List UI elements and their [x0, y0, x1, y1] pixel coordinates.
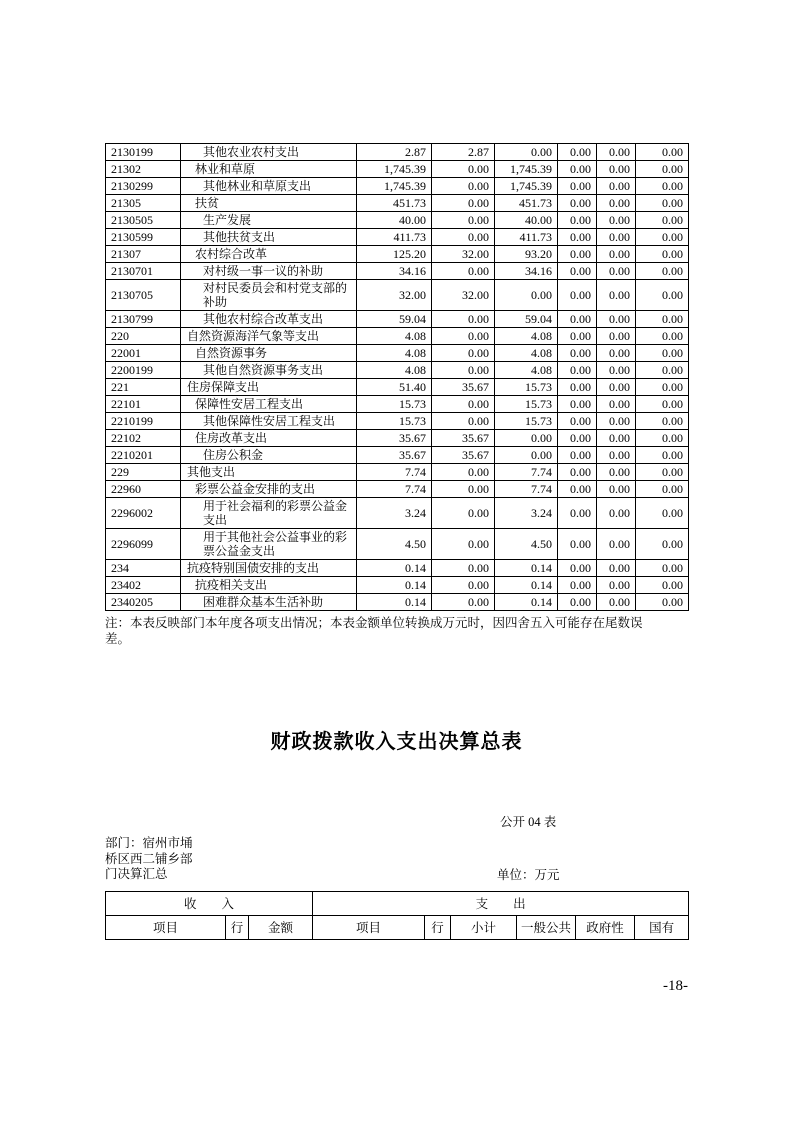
- value-cell: 0.00: [597, 195, 636, 212]
- value-cell: 0.00: [432, 498, 495, 529]
- value-cell: 0.00: [597, 498, 636, 529]
- value-cell: 3.24: [495, 498, 558, 529]
- value-cell: 0.00: [432, 195, 495, 212]
- value-cell: 0.00: [558, 560, 597, 577]
- value-cell: 0.00: [432, 229, 495, 246]
- name-cell: 农村综合改革: [181, 246, 357, 263]
- value-cell: 93.20: [495, 246, 558, 263]
- expenditure-detail-table: [105, 143, 689, 611]
- table-row: [106, 280, 689, 311]
- value-cell: 0.00: [558, 447, 597, 464]
- value-cell: 0.00: [495, 447, 558, 464]
- value-cell: 0.00: [597, 328, 636, 345]
- column-header: 项目: [106, 915, 226, 939]
- table-row: [106, 396, 689, 413]
- value-cell: 0.00: [558, 345, 597, 362]
- table-row: [106, 594, 689, 611]
- value-cell: 0.00: [636, 396, 689, 413]
- value-cell: 0.00: [558, 362, 597, 379]
- value-cell: 0.00: [597, 144, 636, 161]
- value-cell: 0.00: [636, 464, 689, 481]
- value-cell: 0.00: [597, 529, 636, 560]
- code-cell: 23402: [106, 577, 181, 594]
- table-row: [106, 362, 689, 379]
- value-cell: 0.00: [558, 246, 597, 263]
- table-row: [106, 263, 689, 280]
- value-cell: 0.00: [636, 328, 689, 345]
- value-cell: 0.00: [558, 178, 597, 195]
- value-cell: 0.00: [636, 345, 689, 362]
- value-cell: 35.67: [357, 447, 432, 464]
- value-cell: 35.67: [357, 430, 432, 447]
- value-cell: 59.04: [357, 311, 432, 328]
- table-row: [106, 430, 689, 447]
- value-cell: 0.00: [558, 161, 597, 178]
- code-cell: 221: [106, 379, 181, 396]
- value-cell: 0.00: [432, 396, 495, 413]
- value-cell: 0.00: [636, 229, 689, 246]
- value-cell: 15.73: [357, 413, 432, 430]
- value-cell: 0.00: [558, 212, 597, 229]
- name-cell: 其他林业和草原支出: [181, 178, 357, 195]
- value-cell: 0.00: [636, 246, 689, 263]
- value-cell: 0.00: [636, 178, 689, 195]
- value-cell: 0.00: [597, 481, 636, 498]
- value-cell: 0.00: [432, 577, 495, 594]
- value-cell: 7.74: [495, 481, 558, 498]
- code-cell: 2130599: [106, 229, 181, 246]
- value-cell: 15.73: [495, 379, 558, 396]
- value-cell: 0.00: [597, 229, 636, 246]
- table-row: [106, 481, 689, 498]
- value-cell: 0.00: [597, 246, 636, 263]
- table-row: [106, 413, 689, 430]
- table-row: [106, 345, 689, 362]
- value-cell: 0.00: [636, 413, 689, 430]
- value-cell: 0.00: [597, 430, 636, 447]
- value-cell: 0.00: [597, 280, 636, 311]
- page-title: 财政拨款收入支出决算总表: [270, 731, 523, 753]
- table-row: [106, 178, 689, 195]
- value-cell: 0.00: [636, 577, 689, 594]
- name-cell: 其他农业农村支出: [181, 144, 357, 161]
- value-cell: 0.00: [636, 560, 689, 577]
- table-row: [106, 447, 689, 464]
- value-cell: 0.00: [636, 362, 689, 379]
- value-cell: 2.87: [357, 144, 432, 161]
- value-cell: 0.00: [636, 263, 689, 280]
- value-cell: 40.00: [357, 212, 432, 229]
- value-cell: 0.00: [558, 498, 597, 529]
- value-cell: 0.00: [558, 379, 597, 396]
- value-cell: 0.00: [636, 144, 689, 161]
- table-row: [106, 379, 689, 396]
- code-cell: 2130505: [106, 212, 181, 229]
- value-cell: 40.00: [495, 212, 558, 229]
- value-cell: 0.00: [597, 345, 636, 362]
- value-cell: 4.08: [357, 345, 432, 362]
- value-cell: 15.73: [495, 396, 558, 413]
- value-cell: 451.73: [357, 195, 432, 212]
- value-cell: 0.00: [558, 280, 597, 311]
- value-cell: 0.00: [432, 345, 495, 362]
- table-row: [106, 195, 689, 212]
- value-cell: 1,745.39: [357, 161, 432, 178]
- value-cell: 0.14: [357, 594, 432, 611]
- name-cell: 自然资源海洋气象等支出: [181, 328, 357, 345]
- value-cell: 59.04: [495, 311, 558, 328]
- value-cell: 0.00: [432, 594, 495, 611]
- name-cell: 困难群众基本生活补助: [181, 594, 357, 611]
- value-cell: 4.50: [357, 529, 432, 560]
- code-cell: 2296002: [106, 498, 181, 529]
- summary-table-header: [105, 891, 689, 940]
- code-cell: 234: [106, 560, 181, 577]
- name-cell: 其他农村综合改革支出: [181, 311, 357, 328]
- value-cell: 0.00: [636, 195, 689, 212]
- code-cell: 2130701: [106, 263, 181, 280]
- code-cell: 220: [106, 328, 181, 345]
- value-cell: 0.00: [432, 529, 495, 560]
- column-header: 小计: [451, 915, 517, 939]
- value-cell: 0.00: [432, 413, 495, 430]
- code-cell: 22001: [106, 345, 181, 362]
- value-cell: 0.00: [597, 594, 636, 611]
- value-cell: 15.73: [495, 413, 558, 430]
- value-cell: 0.00: [597, 161, 636, 178]
- value-cell: 411.73: [495, 229, 558, 246]
- value-cell: 0.00: [558, 430, 597, 447]
- value-cell: 0.00: [636, 498, 689, 529]
- value-cell: 0.00: [597, 447, 636, 464]
- note-line: 注：本表反映部门本年度各项支出情况；本表金额单位转换成万元时，因四舍五入可能存在尾数误: [105, 616, 643, 630]
- name-cell: 用于社会福利的彩票公益金支出: [181, 498, 357, 529]
- name-cell: 用于其他社会公益事业的彩票公益金支出: [181, 529, 357, 560]
- value-cell: 0.00: [558, 328, 597, 345]
- table-row: [106, 212, 689, 229]
- value-cell: 0.00: [558, 229, 597, 246]
- value-cell: 0.00: [432, 161, 495, 178]
- value-cell: 34.16: [357, 263, 432, 280]
- value-cell: 0.00: [597, 560, 636, 577]
- code-cell: 21307: [106, 246, 181, 263]
- value-cell: 0.00: [558, 144, 597, 161]
- name-cell: 其他保障性安居工程支出: [181, 413, 357, 430]
- value-cell: 0.00: [597, 362, 636, 379]
- value-cell: 0.14: [357, 577, 432, 594]
- value-cell: 0.00: [432, 263, 495, 280]
- value-cell: 35.67: [432, 379, 495, 396]
- code-cell: 21302: [106, 161, 181, 178]
- name-cell: 扶贫: [181, 195, 357, 212]
- table-row: [106, 498, 689, 529]
- value-cell: 0.00: [558, 263, 597, 280]
- code-cell: 2340205: [106, 594, 181, 611]
- table-code-label: 公开 04 表: [500, 815, 557, 829]
- name-cell: 抗疫特别国债安排的支出: [181, 560, 357, 577]
- code-cell: 2210201: [106, 447, 181, 464]
- value-cell: 4.08: [357, 362, 432, 379]
- value-cell: 125.20: [357, 246, 432, 263]
- column-header: 政府性: [576, 915, 635, 939]
- table-row: [106, 229, 689, 246]
- department-line: 门决算汇总: [105, 867, 168, 881]
- value-cell: 1,745.39: [495, 178, 558, 195]
- column-header: 项目: [313, 915, 425, 939]
- value-cell: 4.08: [357, 328, 432, 345]
- table-note: [105, 615, 688, 647]
- department-line: 桥区西二铺乡部: [105, 851, 193, 866]
- department-unit-row: [105, 836, 688, 883]
- name-cell: 住房改革支出: [181, 430, 357, 447]
- income-header-cell: 收 入: [106, 891, 313, 915]
- expenditure-header-cell: 支 出: [313, 891, 689, 915]
- column-header: 金额: [249, 915, 313, 939]
- value-cell: 0.00: [636, 212, 689, 229]
- table-subheader-row: [106, 915, 689, 939]
- table-row: [106, 529, 689, 560]
- value-cell: 3.24: [357, 498, 432, 529]
- value-cell: 0.00: [636, 280, 689, 311]
- table-row: [106, 464, 689, 481]
- value-cell: 0.00: [432, 178, 495, 195]
- name-cell: 生产发展: [181, 212, 357, 229]
- value-cell: 0.00: [597, 263, 636, 280]
- value-cell: 0.00: [597, 178, 636, 195]
- value-cell: 0.00: [558, 195, 597, 212]
- value-cell: 32.00: [432, 246, 495, 263]
- name-cell: 其他自然资源事务支出: [181, 362, 357, 379]
- value-cell: 0.00: [636, 529, 689, 560]
- value-cell: 32.00: [432, 280, 495, 311]
- value-cell: 15.73: [357, 396, 432, 413]
- value-cell: 0.14: [495, 560, 558, 577]
- code-cell: 21305: [106, 195, 181, 212]
- value-cell: 7.74: [357, 464, 432, 481]
- department-line: 部门：宿州市埇: [105, 836, 193, 850]
- value-cell: 0.00: [495, 280, 558, 311]
- column-header: 国有: [635, 915, 689, 939]
- value-cell: 0.00: [558, 413, 597, 430]
- value-cell: 0.00: [597, 577, 636, 594]
- table-row: [106, 161, 689, 178]
- value-cell: 0.00: [432, 464, 495, 481]
- value-cell: 0.00: [597, 311, 636, 328]
- name-cell: 其他扶贫支出: [181, 229, 357, 246]
- value-cell: 0.00: [558, 464, 597, 481]
- value-cell: 0.00: [495, 430, 558, 447]
- value-cell: 7.74: [495, 464, 558, 481]
- name-cell: 对村民委员会和村党支部的补助: [181, 280, 357, 311]
- value-cell: 0.00: [432, 212, 495, 229]
- value-cell: 0.00: [597, 396, 636, 413]
- name-cell: 对村级一事一议的补助: [181, 263, 357, 280]
- value-cell: 0.00: [636, 594, 689, 611]
- column-header: 行: [226, 915, 249, 939]
- value-cell: 34.16: [495, 263, 558, 280]
- code-cell: 2130705: [106, 280, 181, 311]
- table-row: [106, 577, 689, 594]
- value-cell: 7.74: [357, 481, 432, 498]
- value-cell: 2.87: [432, 144, 495, 161]
- name-cell: 林业和草原: [181, 161, 357, 178]
- value-cell: 0.00: [558, 311, 597, 328]
- name-cell: 住房保障支出: [181, 379, 357, 396]
- value-cell: 1,745.39: [495, 161, 558, 178]
- name-cell: 抗疫相关支出: [181, 577, 357, 594]
- value-cell: 0.00: [558, 396, 597, 413]
- value-cell: 0.00: [558, 594, 597, 611]
- value-cell: 4.50: [495, 529, 558, 560]
- unit-label: 单位：万元: [497, 867, 560, 882]
- value-cell: 0.14: [495, 577, 558, 594]
- value-cell: 4.08: [495, 362, 558, 379]
- code-cell: 2130199: [106, 144, 181, 161]
- code-cell: 22102: [106, 430, 181, 447]
- note-line: 差。: [105, 632, 131, 646]
- value-cell: 0.00: [597, 379, 636, 396]
- value-cell: 0.00: [636, 430, 689, 447]
- value-cell: 0.00: [432, 328, 495, 345]
- value-cell: 0.00: [432, 311, 495, 328]
- value-cell: 0.14: [495, 594, 558, 611]
- code-cell: 2200199: [106, 362, 181, 379]
- name-cell: 其他支出: [181, 464, 357, 481]
- value-cell: 0.00: [597, 212, 636, 229]
- value-cell: 4.08: [495, 345, 558, 362]
- value-cell: 411.73: [357, 229, 432, 246]
- value-cell: 0.00: [597, 464, 636, 481]
- value-cell: 0.00: [495, 144, 558, 161]
- value-cell: 0.00: [432, 481, 495, 498]
- value-cell: 1,745.39: [357, 178, 432, 195]
- value-cell: 0.14: [357, 560, 432, 577]
- table-row: [106, 328, 689, 345]
- name-cell: 自然资源事务: [181, 345, 357, 362]
- column-header: 一般公共: [517, 915, 576, 939]
- value-cell: 0.00: [636, 447, 689, 464]
- name-cell: 保障性安居工程支出: [181, 396, 357, 413]
- value-cell: 0.00: [558, 577, 597, 594]
- page-number: -18-: [663, 977, 688, 994]
- table-row: [106, 560, 689, 577]
- table-row: [106, 144, 689, 161]
- code-cell: 229: [106, 464, 181, 481]
- value-cell: 0.00: [432, 560, 495, 577]
- value-cell: 0.00: [558, 529, 597, 560]
- value-cell: 0.00: [432, 362, 495, 379]
- value-cell: 4.08: [495, 328, 558, 345]
- column-header: 行: [425, 915, 451, 939]
- table-row: [106, 246, 689, 263]
- department-info: [105, 836, 688, 883]
- table-row: [106, 311, 689, 328]
- code-cell: 2130799: [106, 311, 181, 328]
- code-cell: 2210199: [106, 413, 181, 430]
- table-header-row: [106, 891, 689, 915]
- code-cell: 2296099: [106, 529, 181, 560]
- code-cell: 22101: [106, 396, 181, 413]
- code-cell: 2130299: [106, 178, 181, 195]
- value-cell: 451.73: [495, 195, 558, 212]
- value-cell: 0.00: [636, 379, 689, 396]
- value-cell: 35.67: [432, 447, 495, 464]
- value-cell: 0.00: [558, 481, 597, 498]
- value-cell: 0.00: [597, 413, 636, 430]
- code-cell: 22960: [106, 481, 181, 498]
- name-cell: 住房公积金: [181, 447, 357, 464]
- value-cell: 0.00: [636, 481, 689, 498]
- value-cell: 32.00: [357, 280, 432, 311]
- name-cell: 彩票公益金安排的支出: [181, 481, 357, 498]
- value-cell: 35.67: [432, 430, 495, 447]
- value-cell: 51.40: [357, 379, 432, 396]
- value-cell: 0.00: [636, 311, 689, 328]
- value-cell: 0.00: [636, 161, 689, 178]
